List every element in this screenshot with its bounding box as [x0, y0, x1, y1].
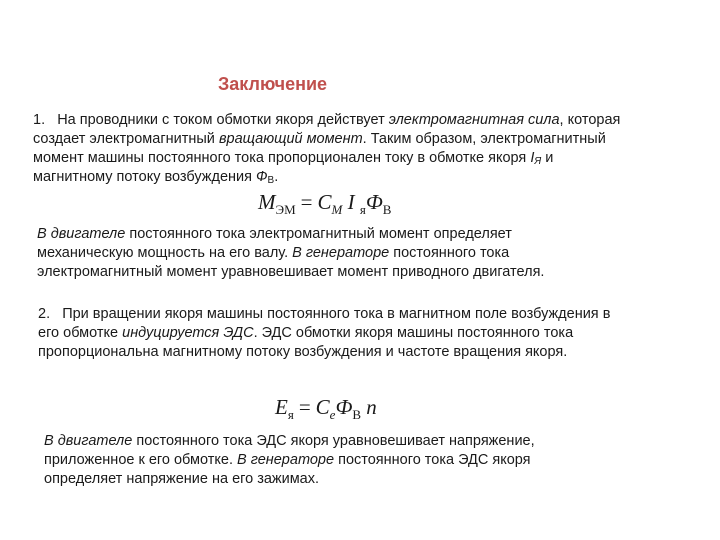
text-line [33, 149, 620, 168]
formula-electromagnetic-torque [258, 190, 391, 218]
emphasis-text: В генераторе [237, 452, 335, 468]
text-run: , которая [559, 112, 621, 128]
formula-symbol: Ф [335, 395, 353, 419]
list-number: 2. [38, 306, 51, 322]
text-run: электромагнитный момент уравновешивает момент приводного двигателя. [37, 264, 545, 280]
emphasis-text: В двигателе [37, 226, 126, 242]
text-run: момент машины постоянного тока пропорционален току в обмотке якоря [33, 150, 531, 166]
paragraph-conclusion-3 [38, 305, 610, 362]
formula-symbol: I [347, 190, 355, 214]
formula-subscript: я [287, 407, 294, 422]
variable-subscript: Я [534, 156, 542, 167]
formula-subscript: я [359, 202, 366, 217]
formula-symbol: n [366, 395, 377, 419]
text-run: постоянного тока ЭДС якоря [334, 452, 531, 468]
paragraph-conclusion-4 [44, 432, 535, 489]
variable-flux: Ф [256, 169, 268, 185]
formula-armature-emf [275, 395, 377, 423]
text-line [38, 305, 610, 324]
text-line [33, 168, 620, 187]
emphasis-text: В генераторе [292, 245, 390, 261]
emphasis-text: электромагнитная сила [388, 112, 560, 128]
text-line [44, 470, 535, 489]
formula-symbol: Ф [365, 190, 383, 214]
emphasis-text: В двигателе [44, 433, 133, 449]
formula-subscript: M [331, 202, 343, 217]
variable-subscript: В [267, 175, 275, 186]
text-line [38, 343, 610, 362]
formula-equals: = [298, 395, 311, 419]
text-line [44, 451, 535, 470]
formula-symbol: M [258, 190, 276, 214]
formula-subscript: В [352, 407, 362, 422]
paragraph-conclusion-1 [33, 111, 620, 187]
formula-symbol: E [275, 395, 288, 419]
formula-symbol: C [317, 190, 332, 214]
formula-subscript: e [329, 407, 336, 422]
text-run: постоянного тока электромагнитный момент определяет [125, 226, 512, 242]
formula-symbol: C [315, 395, 330, 419]
text-run: . [274, 169, 279, 185]
text-run: и [541, 150, 554, 166]
formula-subscript: ЭМ [275, 202, 296, 217]
text-run: пропорциональна магнитному потоку возбуждения и частоте вращения якоря. [38, 344, 568, 360]
page-title: Заключение [218, 74, 328, 94]
formula-subscript: В [382, 202, 392, 217]
text-line [37, 244, 544, 263]
variable-current: I [530, 150, 535, 166]
text-run: магнитному потоку возбуждения [33, 169, 257, 185]
text-run: определяет напряжение на его зажимах. [44, 471, 320, 487]
text-run: его обмотке [38, 325, 123, 341]
formula-equals: = [300, 190, 313, 214]
text-run: . Таким образом, электромагнитный [362, 131, 606, 147]
text-line [38, 324, 610, 343]
text-line [37, 263, 544, 282]
text-run: механическую мощность на его валу. [37, 245, 293, 261]
paragraph-conclusion-2 [37, 225, 544, 282]
text-line [33, 130, 620, 149]
text-run: . ЭДС обмотки якоря машины постоянного тока [253, 325, 574, 341]
emphasis-text: вращающий момент [218, 131, 363, 147]
emphasis-text: индуцируется ЭДС [122, 325, 254, 341]
text-line [44, 432, 535, 451]
text-run: На проводники с током обмотки якоря действует [57, 112, 389, 128]
text-line [37, 225, 544, 244]
text-run: постоянного тока ЭДС якоря уравновешивает напряжение, [132, 433, 535, 449]
text-run: приложенное к его обмотке. [44, 452, 238, 468]
text-line [33, 111, 620, 130]
text-run: постоянного тока [389, 245, 510, 261]
text-run: создает электромагнитный [33, 131, 219, 147]
text-run: При вращении якоря машины постоянного тока в магнитном поле возбуждения в [62, 306, 611, 322]
list-number: 1. [33, 112, 46, 128]
